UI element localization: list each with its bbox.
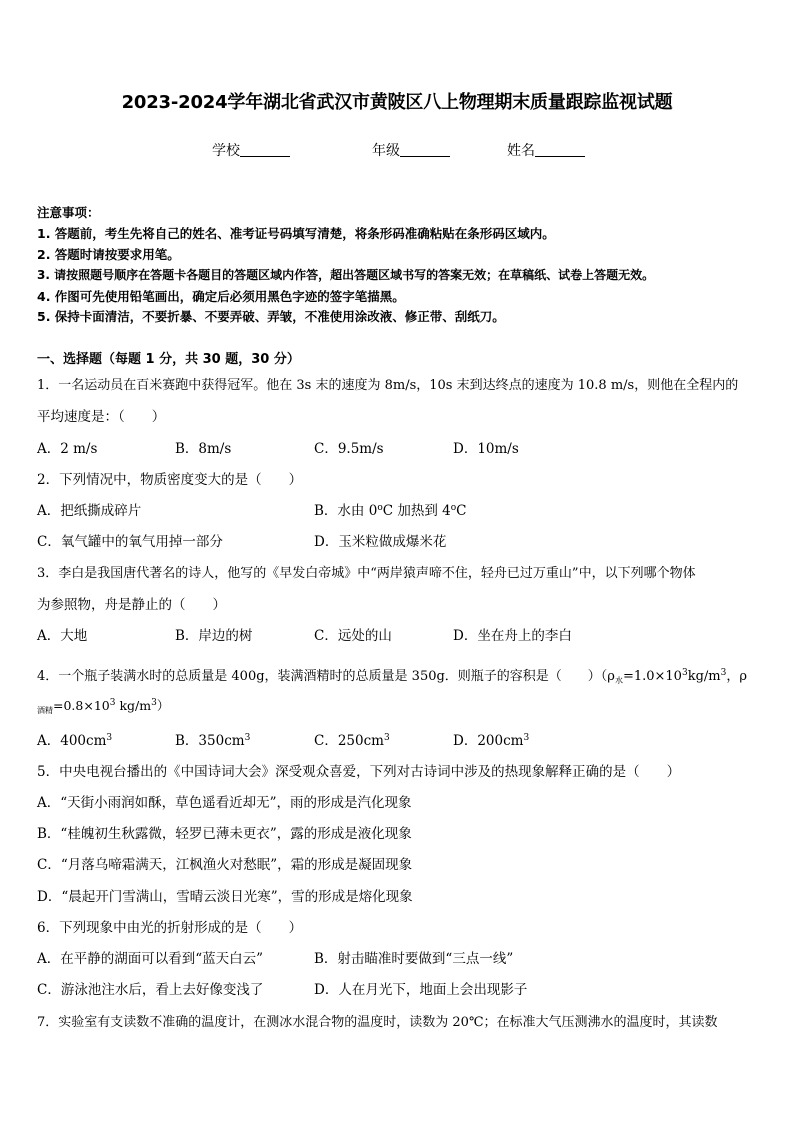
name-label: 姓名 [507, 143, 535, 159]
q7-stem-line1: 7．实验室有支读数不准确的温度计，在测冰水混合物的温度时，读数为 20℃；在标准大气压测沸水的温度时，其读数 [37, 1015, 718, 1030]
q5-option-d: D．“晨起开门雪满山，雪晴云淡日光寒”，雪的形成是熔化现象 [37, 889, 413, 905]
q6-option-a: A．在平静的湖面可以看到“蓝天白云” [37, 951, 264, 967]
exam-title: 2023-2024学年湖北省武汉市黄陂区八上物理期末质量跟踪监视试题 [121, 92, 673, 113]
q6-option-d: D．人在月光下，地面上会出现影子 [314, 982, 528, 998]
q5-stem: 5．中央电视台播出的《中国诗词大会》深受观众喜爱，下列对古诗词中涉及的热现象解释正确的是（ ） [37, 764, 681, 780]
q4-stem-line1: 4．一个瓶子装满水时的总质量是 400g，装满酒精时的总质量是 350g．则瓶子的容积是（ ）（$\rho_水=1.0\times 10^3kg/m^3$，ρ [37, 668, 747, 685]
q1-stem-line2: 平均速度是：（ ） [37, 409, 166, 425]
notice-item-5: 5. 保持卡面清洁，不要折暴、不要弄破、弄皱，不准使用涂改液、修正带、刮纸刀。 [37, 309, 505, 324]
q2-option-d: D．玉米粒做成爆米花 [314, 534, 447, 550]
q3-stem-line2: 为参照物，舟是静止的（ ） [37, 597, 226, 613]
q1-stem-line1: 1．一名运动员在百米赛跑中获得冠军。他在 3s 末的速度为 8m/s，10s 末到达终点的速度为 10.8 m/s，则他在全程内的 [37, 378, 739, 393]
notice-item-1: 1. 答题前，考生先将自己的姓名、准考证号码填写清楚，将条形码准确粘贴在条形码区域内。 [37, 226, 555, 241]
q5-option-b: B．“桂魄初生秋露微，轻罗已薄未更衣”，露的形成是液化现象 [37, 826, 412, 842]
school-field [212, 140, 290, 160]
q4-option-c: C．$250cm^3$ [314, 733, 390, 749]
grade-blank [400, 142, 450, 157]
notice-item-2: 2. 答题时请按要求用笔。 [37, 247, 180, 262]
q6-option-c: C．游泳池注水后，看上去好像变浅了 [37, 982, 264, 998]
q4-stem-line2: $_{酒精}=0.8\times 10^3$ $kg/m^3$） [37, 698, 170, 715]
school-label: 学校 [212, 143, 240, 159]
q6-stem: 6．下列现象中由光的折射形成的是（ ） [37, 920, 303, 936]
q2-stem: 2．下列情况中，物质密度变大的是（ ） [37, 472, 303, 488]
q5-option-c: C．“月落乌啼霜满天，江枫渔火对愁眠”，霜的形成是凝固现象 [37, 857, 413, 873]
name-field [507, 140, 585, 160]
name-blank [535, 142, 585, 157]
q3-option-d: D．坐在舟上的李白 [453, 628, 572, 644]
q2-option-c: C．氧气罐中的氧气用掉一部分 [37, 534, 223, 550]
q4-option-a: A．$400cm^3$ [37, 733, 113, 749]
q1-option-a: A．2 m/s [37, 441, 98, 457]
grade-field [372, 140, 450, 160]
q3-stem-line1: 3．李白是我国唐代著名的诗人，他写的《早发白帝城》中“两岸猿声啼不住，轻舟已过万重山”中，以下列哪个物体 [37, 566, 696, 581]
school-blank [240, 142, 290, 157]
q2-option-b: B．水由 0$^o$C 加热到 4$^o$C [314, 503, 467, 519]
q6-option-b: B．射击瞄准时要做到“三点一线” [314, 951, 514, 967]
q5-option-a: A．“天街小雨润如酥，草色遥看近却无”，雨的形成是汽化现象 [37, 795, 412, 811]
q3-option-b: B．岸边的树 [175, 628, 253, 644]
notice-heading: 注意事项： [37, 205, 100, 220]
q3-option-c: C．远处的山 [314, 628, 392, 644]
section-heading-choice: 一、选择题（每题 1 分，共 30 题，30 分） [37, 352, 300, 367]
notice-item-4: 4. 作图可先使用铅笔画出，确定后必须用黑色字迹的签字笔描黑。 [37, 289, 405, 304]
q3-option-a: A．大地 [37, 628, 88, 644]
notice-item-3: 3. 请按照题号顺序在答题卡各题目的答题区域内作答，超出答题区域书写的答案无效；在草稿纸、试卷上答题无效。 [37, 268, 655, 282]
q2-option-a: A．把纸撕成碎片 [37, 503, 142, 519]
q1-option-b: B．8m/s [175, 441, 232, 457]
grade-label: 年级 [372, 143, 400, 159]
q4-option-d: D．$200cm^3$ [453, 733, 530, 749]
q4-option-b: B．$350cm^3$ [175, 733, 251, 749]
q1-option-d: D．10m/s [453, 441, 519, 457]
q1-option-c: C．9.5m/s [314, 441, 384, 457]
